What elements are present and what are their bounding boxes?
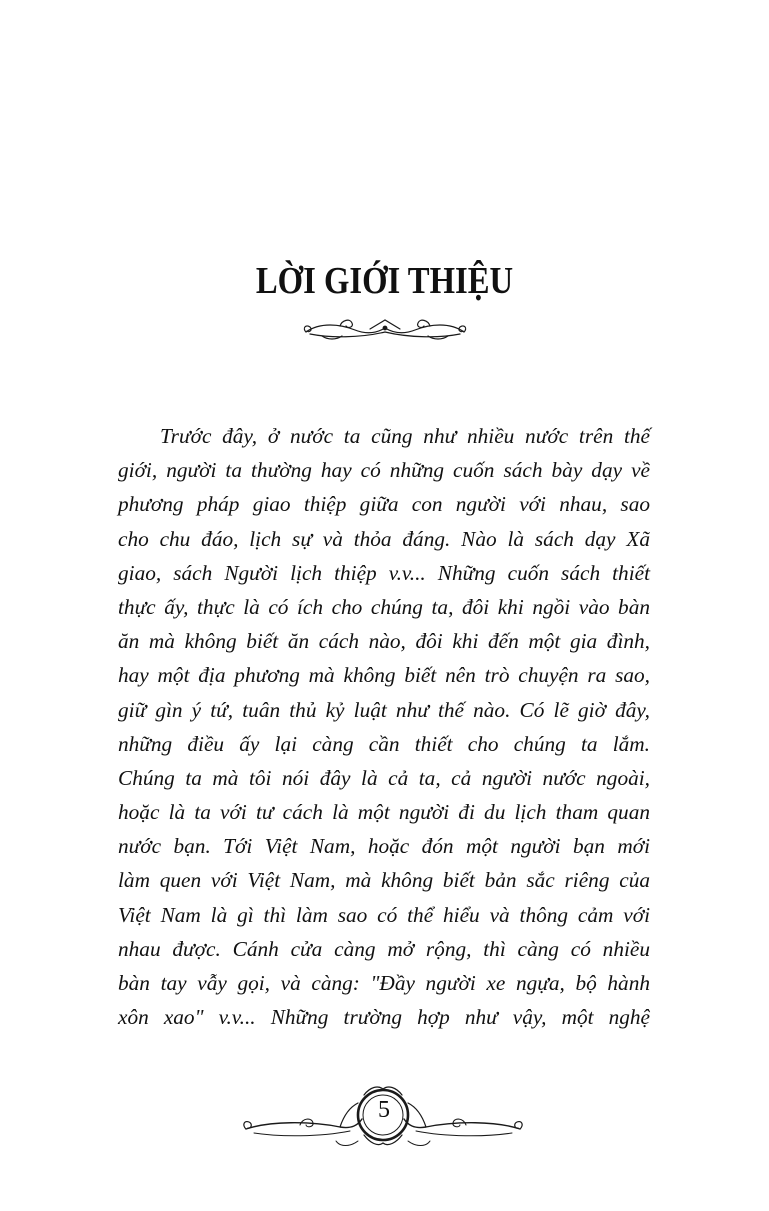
body-line: phương pháp giao thiệp giữa con người với nhau, sao — [118, 492, 650, 517]
body-line: thực ấy, thực là có ích cho chúng ta, đôi khi ngồi vào bàn — [118, 594, 650, 619]
body-line: bàn tay vẫy gọi, và càng: "Đầy người xe ngựa, bộ hành — [118, 971, 650, 995]
body-line: giao, sách Người lịch thiệp v.v... Những cuốn sách thiết — [118, 560, 650, 585]
body-line: Chúng ta mà tôi nói đây là cả ta, cả người nước ngoài, — [118, 765, 650, 790]
page-number: 5 — [378, 1097, 390, 1123]
body-line: hoặc là ta với tư cách là một người đi du lịch tham quan — [118, 800, 650, 825]
body-line: Trước đây, ở nước ta cũng như nhiều nước trên thế — [160, 424, 650, 448]
body-line: giới, người ta thường hay có những cuốn sách bày dạy về — [118, 458, 650, 483]
title-flourish-ornament — [300, 314, 470, 342]
body-line: những điều ấy lại càng cần thiết cho chúng ta lắm. — [118, 731, 650, 756]
body-paragraph — [118, 419, 650, 1034]
body-line: nước bạn. Tới Việt Nam, hoặc đón một người bạn mới — [118, 834, 650, 859]
body-line: hay một địa phương mà không biết nên trò chuyện ra sao, — [118, 663, 650, 688]
body-line: làm quen với Việt Nam, mà không biết bản sắc riêng của — [118, 868, 650, 893]
body-line: ăn mà không biết ăn cách nào, đôi khi đến một gia đình, — [118, 629, 650, 654]
body-line: Việt Nam là gì thì làm sao có thể hiểu và thông cảm với — [118, 902, 650, 927]
chapter-title: LỜI GIỚI THIỆU — [255, 260, 514, 302]
body-line: cho chu đáo, lịch sự và thỏa đáng. Nào là sách dạy Xã — [118, 526, 650, 551]
body-line: giữ gìn ý tứ, tuân thủ kỷ luật như thế nào. Có lẽ giờ đây, — [118, 697, 650, 722]
body-line: xôn xao" v.v... Những trường hợp như vậy, một nghệ — [118, 1005, 650, 1030]
body-line: nhau được. Cánh cửa càng mở rộng, thì càng có nhiều — [118, 936, 650, 961]
